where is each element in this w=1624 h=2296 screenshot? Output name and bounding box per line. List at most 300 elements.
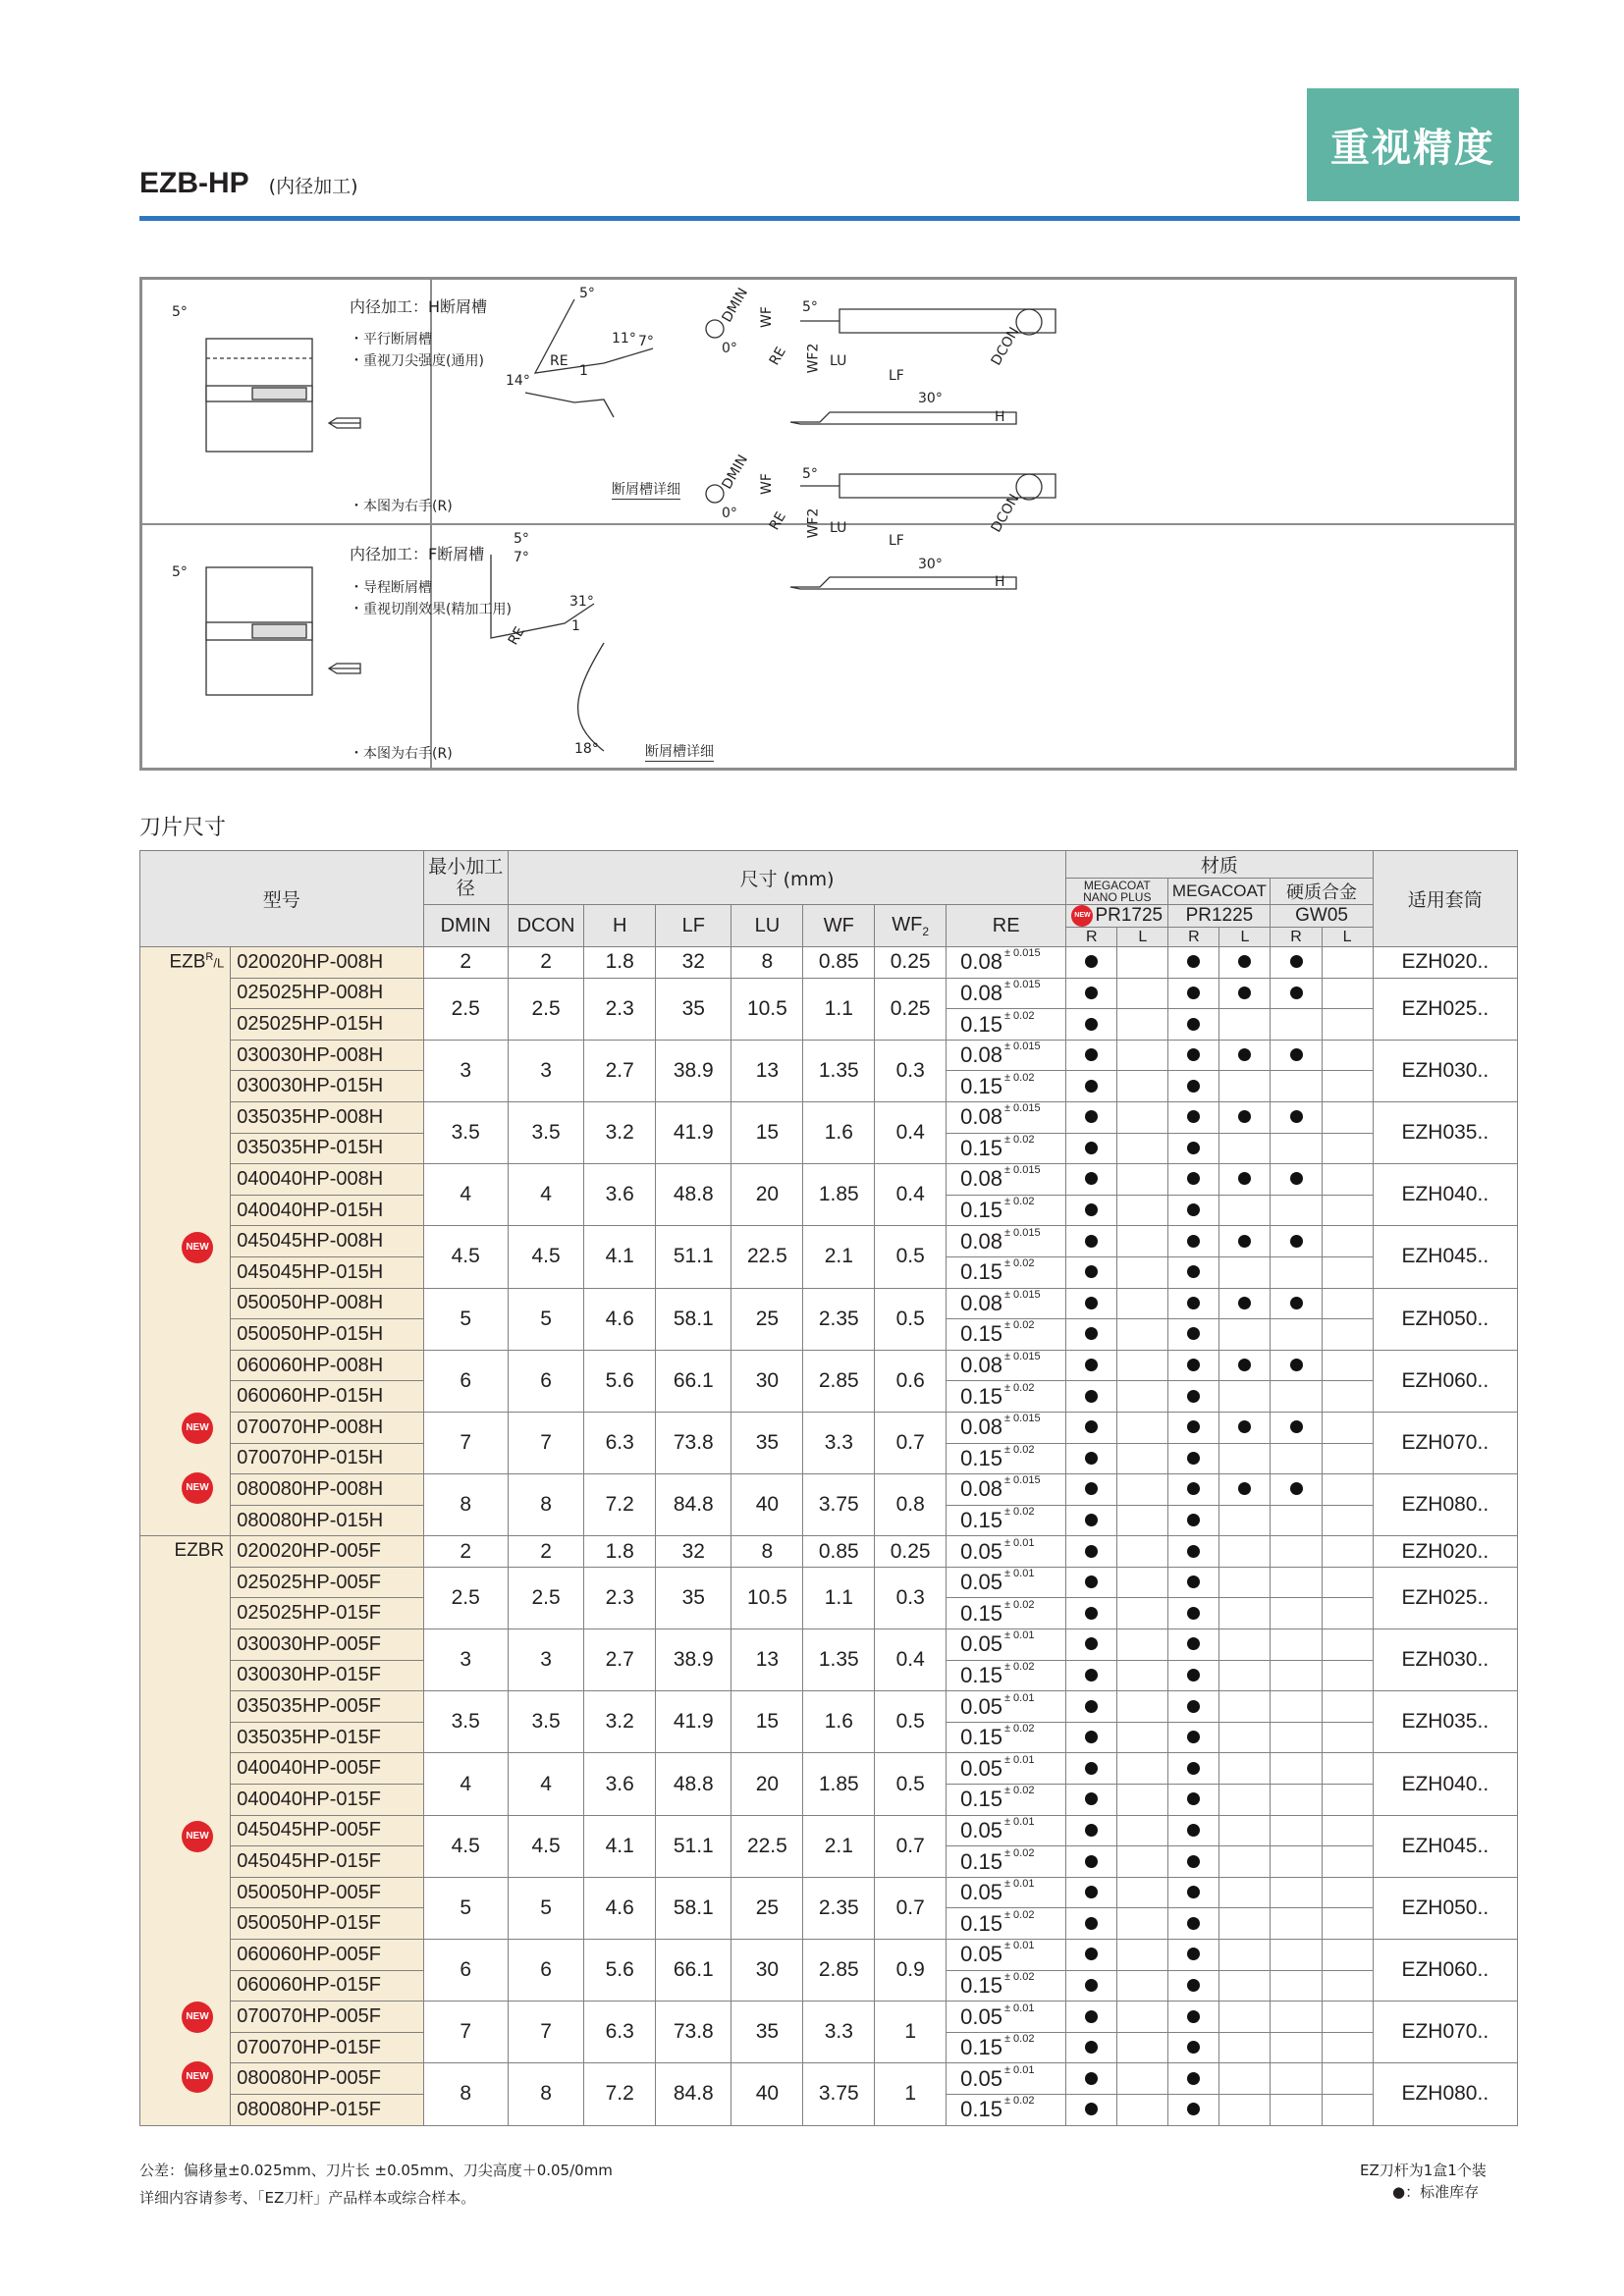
stock-dot-icon [1085,2041,1098,2054]
h-cell: 7.2 [584,1474,656,1536]
table-row [140,1815,1518,1846]
model-cell: 070070HP-005F [231,2002,423,2033]
stock-cell [1066,1350,1117,1381]
family-label: EZBR [174,1540,225,1562]
lu-cell: 20 [731,1753,803,1815]
stock-dot-icon [1187,1514,1200,1526]
wf2-cell: 0.3 [875,1567,947,1629]
re-tolerance: ± 0.01 [1003,1753,1035,1766]
figure-2-note: ・本图为右手(R) [350,746,453,762]
angle-label: 30° [918,557,943,572]
col-dcon: DCON [508,905,583,947]
re-tolerance: ± 0.02 [1003,1257,1035,1270]
model-cell: 050050HP-015F [231,1908,423,1940]
wf-cell: 0.85 [803,1536,875,1568]
re-tolerance: ± 0.02 [1003,1660,1035,1673]
lf-cell: 84.8 [656,2063,731,2125]
stock-cell [1168,1040,1219,1071]
stock-cell [1117,1474,1168,1506]
wf-cell: 1.85 [803,1753,875,1815]
stock-cell [1168,1195,1219,1226]
figure-2-detail-label: 断屑槽详细 [645,741,714,762]
re-tolerance: ± 0.02 [1003,1196,1035,1208]
stock-cell [1322,2032,1373,2063]
model-cell: 030030HP-015F [231,1660,423,1691]
sleeve-cell: EZH025.. [1373,978,1517,1040]
re-value: 0.08 [960,980,1002,1005]
title-rule [139,216,1520,221]
stock-cell [1117,1009,1168,1041]
re-tolerance: ± 0.02 [1003,1443,1035,1456]
stock-dot-icon [1085,1514,1098,1526]
stock-dot-icon [1238,1359,1251,1371]
family-cell [140,947,231,1536]
stock-cell [1117,1536,1168,1568]
stock-cell [1168,1753,1219,1785]
family-sup: R [205,951,214,964]
re-value: 0.08 [960,1042,1002,1068]
stock-cell [1271,1846,1322,1878]
re-cell [947,1412,1066,1443]
re-tolerance: ± 0.015 [1003,1226,1041,1239]
re-tolerance: ± 0.01 [1003,1629,1035,1642]
stock-cell [1117,947,1168,979]
stock-dot-icon [1085,1948,1098,1960]
stock-cell [1219,1195,1271,1226]
dcon-cell: 2.5 [508,978,583,1040]
dmin-cell: 3 [423,1040,508,1101]
stock-cell [1168,1908,1219,1940]
h-cell: 4.1 [584,1226,656,1288]
table-row [140,1040,1518,1071]
stock-dot-icon [1085,1172,1098,1185]
stock-cell [1117,1319,1168,1351]
model-cell: 050050HP-005F [231,1877,423,1908]
lf-label: LF [889,533,904,549]
re-value: 0.15 [960,1011,1002,1037]
header-size: 尺寸 (mm) [508,851,1065,905]
re-cell [947,1846,1066,1878]
stock-cell [1271,1319,1322,1351]
stock-dot-icon [1085,1607,1098,1620]
stock-cell [1219,1256,1271,1288]
stock-cell [1066,1660,1117,1691]
h-cell: 3.6 [584,1164,656,1226]
dcon-cell: 3 [508,1629,583,1691]
stock-cell [1322,947,1373,979]
stock-dot-icon [1187,1452,1200,1465]
stock-dot-icon [1085,1917,1098,1930]
angle-label: 11° [612,331,636,347]
re-cell [947,947,1066,979]
stock-cell [1168,1319,1219,1351]
sleeve-cell: EZH060.. [1373,1940,1517,2002]
re-cell [947,1164,1066,1196]
material-1-grade: NEW PR1725 [1066,905,1168,928]
angle-label: 7° [638,334,654,349]
sleeve-cell: EZH045.. [1373,1226,1517,1288]
lu-cell: 20 [731,1164,803,1226]
stock-cell [1168,1505,1219,1536]
stock-cell [1168,1474,1219,1506]
stock-cell [1066,1256,1117,1288]
wf-cell: 1.35 [803,1629,875,1691]
stock-cell [1322,978,1373,1009]
h-cell: 3.2 [584,1101,656,1163]
angle-label: 5° [579,286,595,301]
stock-cell [1168,1101,1219,1133]
re-tolerance: ± 0.02 [1003,2033,1035,2046]
stock-cell [1271,1381,1322,1413]
re-cell [947,1877,1066,1908]
sleeve-cell: EZH045.. [1373,1815,1517,1877]
lf-cell: 41.9 [656,1691,731,1753]
stock-dot-icon [1290,955,1303,968]
lu-cell: 15 [731,1101,803,1163]
stock-cell [1117,1133,1168,1164]
model-cell: 080080HP-008H [231,1474,423,1506]
stock-cell [1066,1940,1117,1971]
re-tolerance: ± 0.02 [1003,2095,1035,2108]
figure-2-heading: 内径加工：F断屑槽 [350,545,485,563]
re-cell [947,1474,1066,1506]
wf-cell: 3.75 [803,1474,875,1536]
stock-cell [1322,1691,1373,1723]
stock-cell [1219,1940,1271,1971]
stock-cell [1322,1350,1373,1381]
stock-cell [1066,1071,1117,1102]
stock-dot-icon [1290,1048,1303,1061]
stock-cell [1117,1785,1168,1816]
re-label: RE [766,508,789,534]
stock-cell [1066,978,1117,1009]
h-cell: 2.3 [584,1567,656,1629]
re-tolerance: ± 0.02 [1003,1319,1035,1332]
wf-cell: 1.85 [803,1164,875,1226]
dmin-cell: 4 [423,1164,508,1226]
stock-cell [1271,1940,1322,1971]
h-cell: 6.3 [584,2002,656,2063]
col-r: R [1066,928,1117,947]
stock-cell [1168,1443,1219,1474]
stock-cell [1322,1226,1373,1257]
dcon-cell: 7 [508,1412,583,1473]
stock-cell [1066,1101,1117,1133]
stock-cell [1117,1940,1168,1971]
sleeve-cell: EZH040.. [1373,1753,1517,1815]
col-re: RE [947,905,1066,947]
re-cell [947,1288,1066,1319]
re-cell [947,1133,1066,1164]
stock-cell [1117,1226,1168,1257]
stock-cell [1219,1164,1271,1196]
stock-dot-icon [1085,1080,1098,1093]
re-value: 0.15 [960,1787,1002,1812]
re-cell [947,1753,1066,1785]
stock-dot-icon [1085,1545,1098,1558]
stock-dot-icon [1187,1420,1200,1433]
stock-cell [1271,947,1322,979]
angle-label: 5° [172,304,188,320]
stock-dot-icon [1187,1545,1200,1558]
re-value: 0.08 [960,1353,1002,1378]
sleeve-cell: EZH020.. [1373,947,1517,979]
stock-cell [1219,1350,1271,1381]
re-label: RE [550,353,568,369]
lu-cell: 10.5 [731,978,803,1040]
model-cell: 070070HP-015H [231,1443,423,1474]
stock-dot-icon [1085,1142,1098,1154]
re-tolerance: ± 0.02 [1003,1598,1035,1611]
reference-note: 详细内容请参考、「EZ刀杆」产品样本或综合样本。 [139,2189,476,2207]
insert-dimension-table [139,850,1518,2126]
stock-cell [1066,1970,1117,2002]
stock-cell [1271,1009,1322,1041]
wf2-cell: 0.5 [875,1226,947,1288]
stock-cell [1066,2063,1117,2095]
re-value: 0.15 [960,1508,1002,1532]
re-tolerance: ± 0.01 [1003,2002,1035,2014]
re-cell [947,1691,1066,1723]
wf2-cell: 0.6 [875,1350,947,1412]
lf-cell: 38.9 [656,1629,731,1691]
stock-cell [1219,2063,1271,2095]
stock-cell [1271,1660,1322,1691]
re-tolerance: ± 0.015 [1003,1164,1041,1177]
re-value: 0.15 [960,1445,1002,1470]
dmin-cell: 2.5 [423,978,508,1040]
lf-cell: 48.8 [656,1753,731,1815]
lu-cell: 10.5 [731,1567,803,1629]
h-cell: 3.2 [584,1691,656,1753]
lf-cell: 58.1 [656,1288,731,1350]
table-row [140,1226,1518,1257]
stock-dot-icon [1085,1637,1098,1650]
stock-cell [1219,1288,1271,1319]
wf-cell: 1.6 [803,1691,875,1753]
dcon-cell: 4.5 [508,1815,583,1877]
dcon-cell: 5 [508,1288,583,1350]
wf-cell: 2.85 [803,1940,875,2002]
wf2-cell: 0.4 [875,1101,947,1163]
sleeve-cell: EZH060.. [1373,1350,1517,1412]
stock-dot-icon [1187,1142,1200,1154]
stock-cell [1066,1505,1117,1536]
stock-cell [1271,1071,1322,1102]
dcon-cell: 4.5 [508,1226,583,1288]
figure-2-bullet: ・重视切削效果(精加工用) [350,602,512,617]
stock-cell [1168,1164,1219,1196]
stock-cell [1066,1288,1117,1319]
angle-label: 31° [569,594,594,610]
table-row [140,2002,1518,2033]
stock-cell [1117,1722,1168,1753]
stock-dot-icon [1187,1607,1200,1620]
stock-cell [1066,1040,1117,1071]
re-value: 0.15 [960,1135,1002,1160]
model-cell: 045045HP-015F [231,1846,423,1878]
stock-cell [1168,2094,1219,2125]
re-cell [947,1567,1066,1598]
stock-cell [1066,1133,1117,1164]
col-l: L [1219,928,1271,947]
stock-cell [1219,1536,1271,1568]
stock-dot-icon [1187,1327,1200,1340]
figure-lines [142,280,1514,768]
re-cell [947,1381,1066,1413]
stock-cell [1168,1009,1219,1041]
figure-1-bullet: ・重视刀尖强度(通用) [350,353,484,369]
stock-cell [1066,2032,1117,2063]
material-2-top: MEGACOAT [1168,879,1271,905]
wf2-cell: 0.4 [875,1164,947,1226]
stock-cell [1322,1753,1373,1785]
material-3-top: 硬质合金 [1271,879,1373,905]
stock-dot-icon [1187,955,1200,968]
stock-cell [1322,1940,1373,1971]
stock-dot-icon [1187,1855,1200,1868]
stock-dot-icon [1085,1669,1098,1682]
wf2-cell: 0.25 [875,1536,947,1568]
stock-cell [1168,1133,1219,1164]
boring-sketch-2 [206,567,360,695]
re-tolerance: ± 0.01 [1003,1691,1035,1704]
table-row [140,1164,1518,1196]
re-value: 0.15 [960,1848,1002,1874]
stock-cell [1322,1101,1373,1133]
material-2-grade: PR1225 [1168,905,1271,928]
wf2-cell: 0.25 [875,947,947,979]
sleeve-cell: EZH070.. [1373,1412,1517,1473]
stock-dot-icon [1187,1203,1200,1216]
h-cell: 4.1 [584,1815,656,1877]
stock-cell [1219,1319,1271,1351]
stock-cell [1219,1381,1271,1413]
stock-dot-icon [1187,1172,1200,1185]
stock-dot-icon [1187,1359,1200,1371]
stock-dot-icon [1085,1203,1098,1216]
stock-cell [1271,1505,1322,1536]
stock-cell [1117,1443,1168,1474]
stock-cell [1168,1071,1219,1102]
stock-dot-icon [1187,1297,1200,1309]
h-cell: 5.6 [584,1940,656,2002]
stock-cell [1117,1815,1168,1846]
stock-cell [1219,1970,1271,2002]
stock-cell [1271,1877,1322,1908]
wf2-cell: 0.4 [875,1629,947,1691]
stock-cell [1322,1474,1373,1506]
stock-dot-icon [1085,1452,1098,1465]
stock-cell [1271,1133,1322,1164]
re-tolerance: ± 0.02 [1003,1009,1035,1022]
stock-cell [1117,2094,1168,2125]
dcon-cell: 2 [508,1536,583,1568]
lf-cell: 41.9 [656,1101,731,1163]
stock-dot-icon [1085,1018,1098,1031]
stock-dot-icon [1187,987,1200,999]
re-label: RE [505,623,528,649]
col-l: L [1322,928,1373,947]
h-cell: 2.3 [584,978,656,1040]
stock-dot-icon [1238,1172,1251,1185]
stock-cell [1219,947,1271,979]
lf-cell: 66.1 [656,1350,731,1412]
stock-cell [1322,1288,1373,1319]
model-cell: 050050HP-015H [231,1319,423,1351]
model-cell: 045045HP-005F [231,1815,423,1846]
wf2-cell: 1 [875,2063,947,2125]
new-icon: NEW [182,1413,213,1444]
re-cell [947,1505,1066,1536]
stock-cell [1322,1412,1373,1443]
stock-cell [1168,1598,1219,1629]
re-value: 0.05 [960,2003,1002,2029]
model-cell: 035035HP-005F [231,1691,423,1723]
re-value: 0.15 [960,1725,1002,1750]
stock-dot-icon [1238,987,1251,999]
wf-cell: 1.6 [803,1101,875,1163]
stock-dot-icon [1187,2010,1200,2023]
re-tolerance: ± 0.02 [1003,1908,1035,1921]
re-tolerance: ± 0.01 [1003,1815,1035,1828]
wf-cell: 2.1 [803,1815,875,1877]
stock-cell [1168,2032,1219,2063]
stock-dot-icon [1290,1172,1303,1185]
stock-cell [1271,1350,1322,1381]
stock-dot-icon [1085,2072,1098,2085]
stock-cell [1168,1846,1219,1878]
stock-cell [1117,1040,1168,1071]
lu-cell: 13 [731,1629,803,1691]
re-tolerance: ± 0.01 [1003,1536,1035,1549]
sleeve-cell: EZH040.. [1373,1164,1517,1226]
stock-cell [1219,1226,1271,1257]
wf-cell: 3.3 [803,2002,875,2063]
re-cell [947,2094,1066,2125]
lu-cell: 25 [731,1877,803,1939]
stock-cell [1066,1443,1117,1474]
dmin-cell: 4 [423,1753,508,1815]
stock-cell [1271,978,1322,1009]
stock-cell [1117,2063,1168,2095]
stock-dot-icon [1085,1700,1098,1713]
lu-cell: 40 [731,2063,803,2125]
stock-cell [1066,1785,1117,1816]
stock-cell [1066,1195,1117,1226]
dcon-cell: 6 [508,1350,583,1412]
lf-cell: 32 [656,1536,731,1568]
re-tolerance: ± 0.02 [1003,1506,1035,1518]
stock-dot-icon [1085,1855,1098,1868]
stock-cell [1271,1195,1322,1226]
stock-cell [1271,1567,1322,1598]
stock-cell [1271,1226,1322,1257]
stock-cell [1066,1319,1117,1351]
stock-cell [1117,1164,1168,1196]
stock-cell [1117,1846,1168,1878]
figure-1-bullet: ・平行断屑槽 [350,332,432,347]
stock-dot-icon [1085,2103,1098,2115]
dcon-cell: 3.5 [508,1101,583,1163]
h-cell: 5.6 [584,1350,656,1412]
model-cell: 060060HP-015H [231,1381,423,1413]
stock-cell [1322,1815,1373,1846]
dcon-label: DCON [988,324,1023,369]
re-value: 0.15 [960,1910,1002,1936]
wf2-cell: 0.8 [875,1474,947,1536]
lu-cell: 22.5 [731,1226,803,1288]
